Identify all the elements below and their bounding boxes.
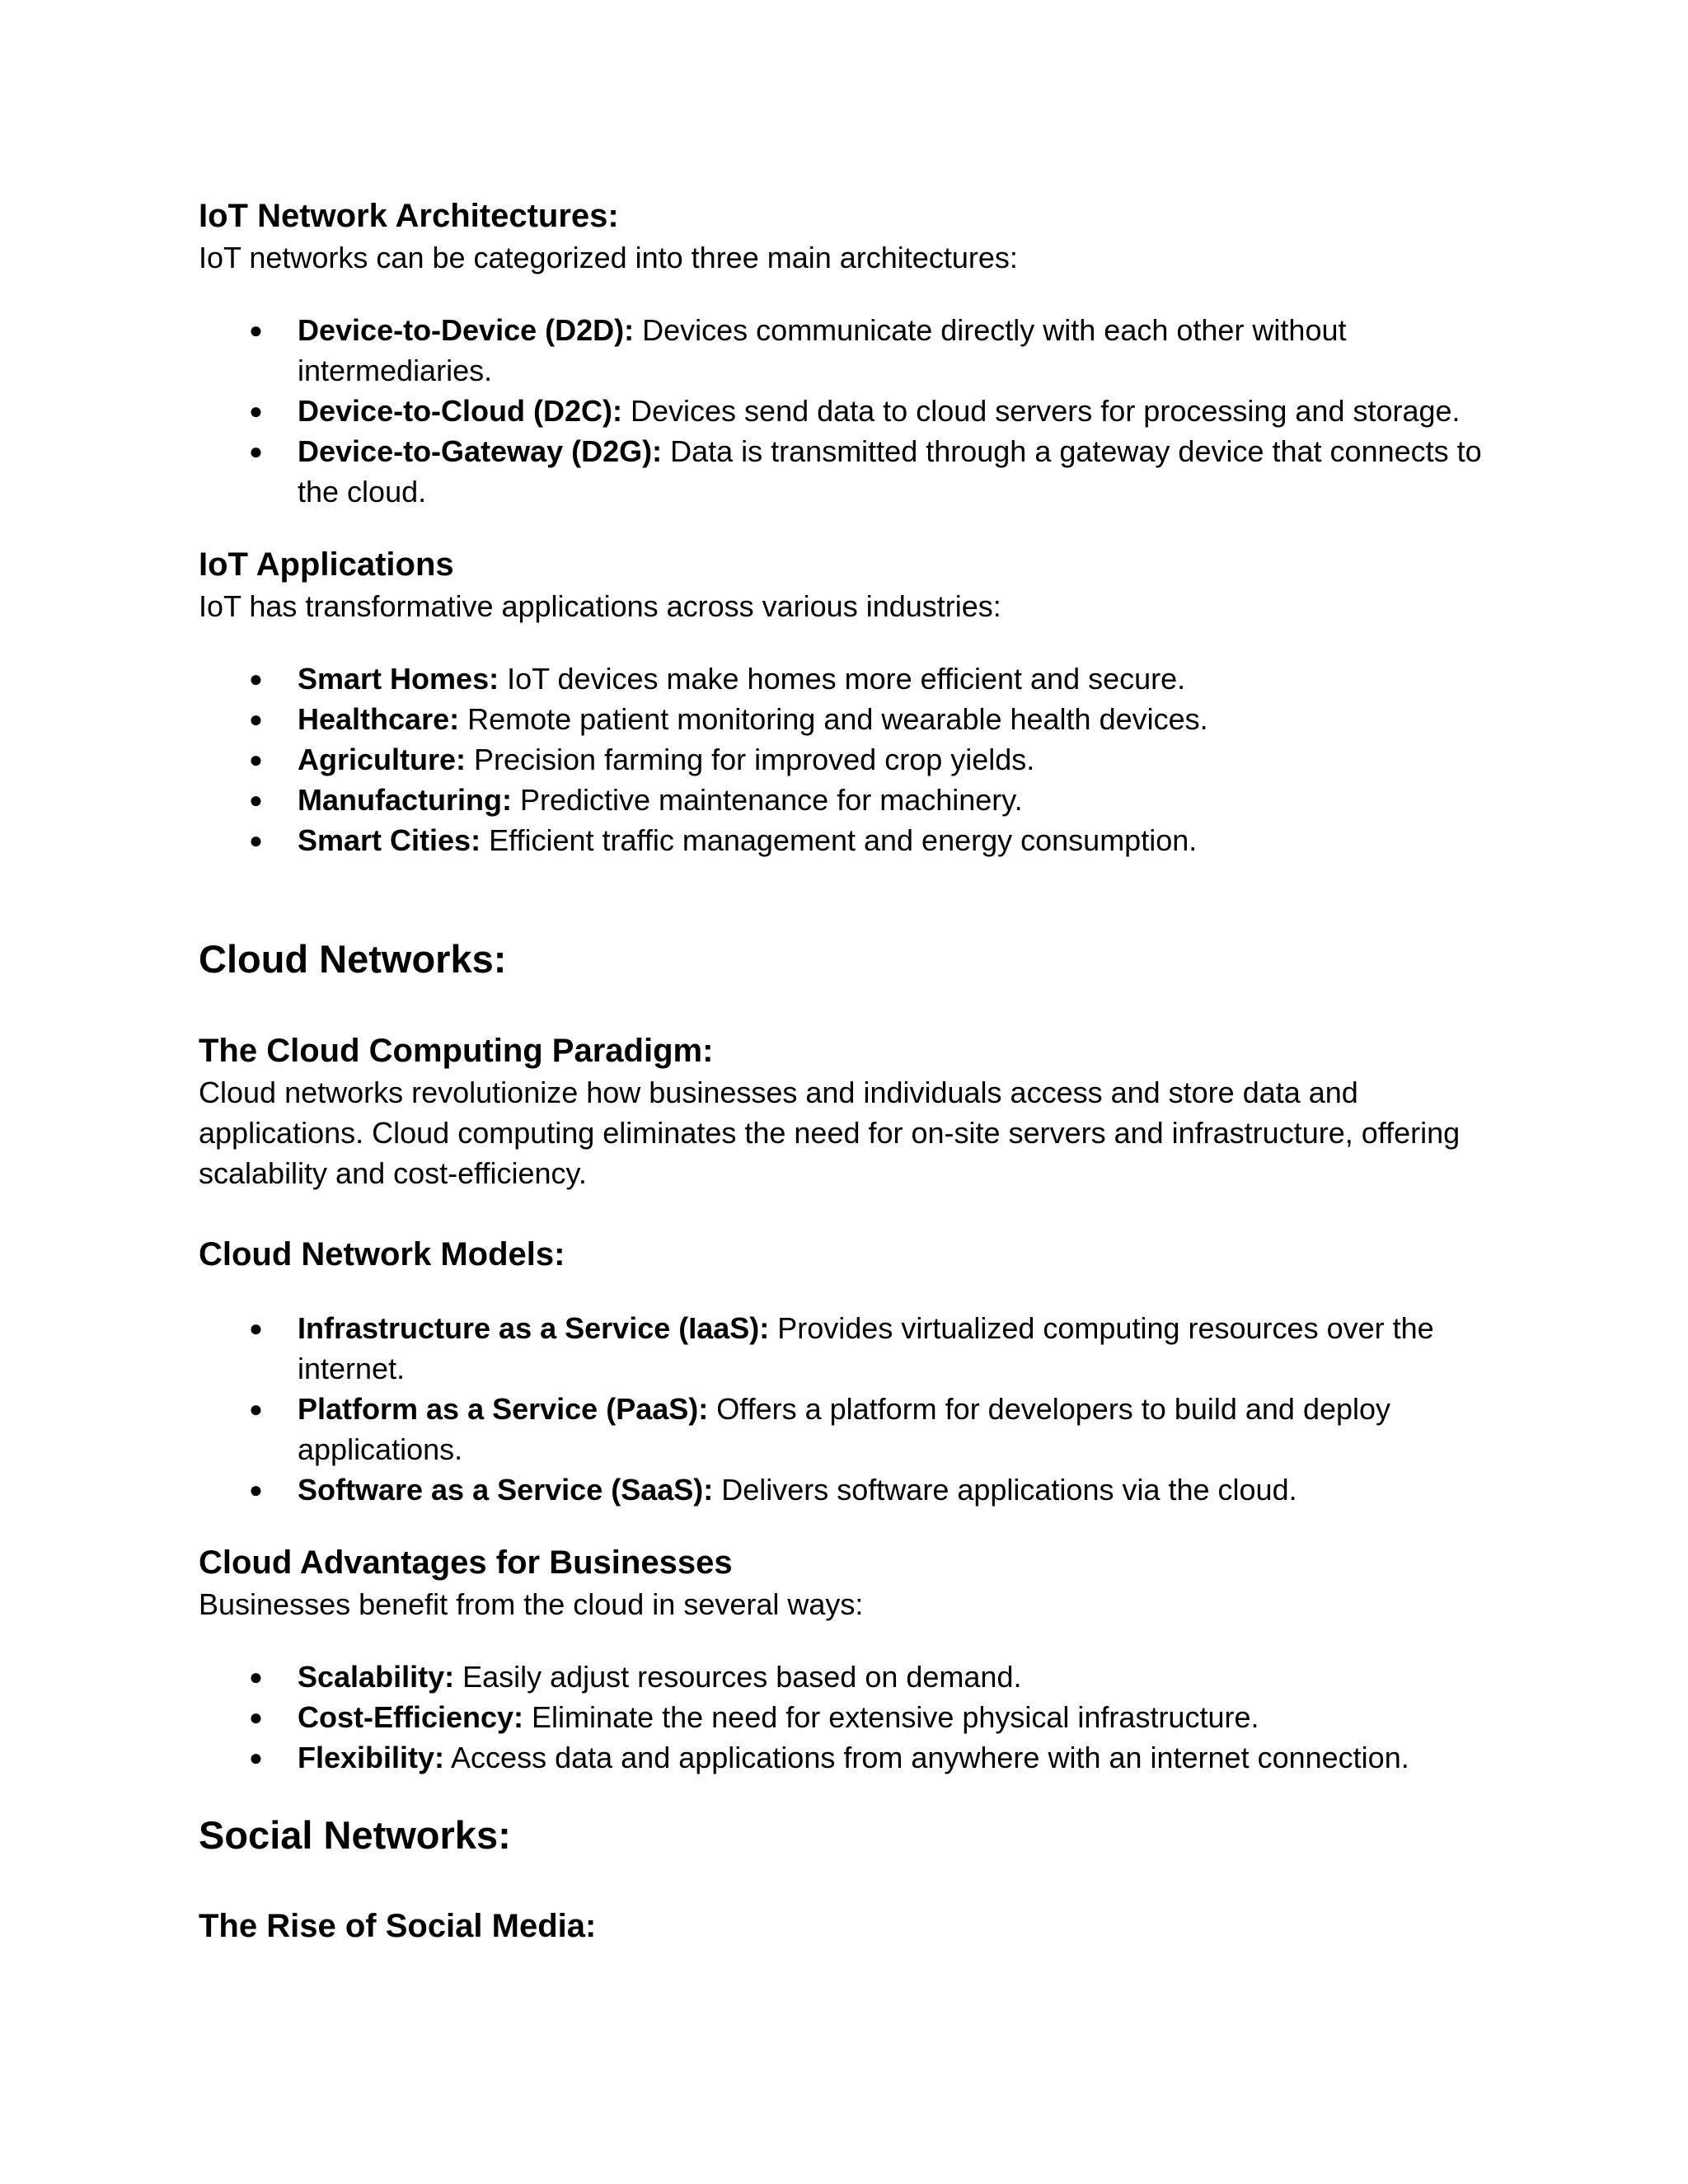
iot-architectures-list — [199, 310, 1493, 512]
list-item-term: Platform as a Service (PaaS): — [298, 1392, 709, 1426]
list-item-term: Healthcare: — [298, 702, 460, 736]
list-item — [199, 1737, 1501, 1778]
list-item-desc: Predictive maintenance for machinery. — [511, 783, 1023, 817]
iot-architectures-heading: IoT Network Architectures: — [199, 198, 619, 234]
document-page — [199, 0, 1493, 2184]
social-rise-heading: The Rise of Social Media: — [199, 1908, 597, 1944]
bullet-icon: ● — [249, 1745, 263, 1770]
list-item-term: Manufacturing: — [298, 783, 512, 817]
list-item-desc: Eliminate the need for extensive physical infrastructure. — [523, 1700, 1259, 1734]
list-item — [199, 780, 1501, 820]
list-item-term: Device-to-Device (D2D): — [298, 313, 635, 347]
list-item-desc: Provides virtualized computing resources over the internet. — [298, 1311, 1434, 1385]
list-item-desc: Precision farming for improved crop yields. — [466, 743, 1035, 776]
bullet-icon: ● — [249, 1396, 263, 1422]
bullet-icon: ● — [249, 787, 263, 813]
list-item — [199, 658, 1501, 699]
bullet-icon: ● — [249, 666, 263, 691]
bullet-icon: ● — [249, 438, 263, 464]
bullet-icon: ● — [249, 398, 263, 424]
list-item-term: Infrastructure as a Service (IaaS): — [298, 1311, 770, 1345]
list-item — [199, 431, 1501, 512]
cloud-advantages-intro: Businesses benefit from the cloud in several ways: — [199, 1587, 864, 1621]
list-item — [199, 699, 1501, 739]
list-item-term: Smart Homes: — [298, 662, 499, 696]
list-item — [199, 739, 1501, 780]
list-item-desc: Devices communicate directly with each other without intermediaries. — [298, 313, 1347, 387]
list-item-term: Agriculture: — [298, 743, 467, 776]
list-item — [199, 1308, 1501, 1389]
list-item-desc: IoT devices make homes more efficient and secure. — [499, 662, 1186, 696]
cloud-advantages-heading: Cloud Advantages for Businesses — [199, 1544, 733, 1581]
list-item-desc: Access data and applications from anywhere with an internet connection. — [444, 1741, 1409, 1774]
list-item-desc: Data is transmitted through a gateway device that connects to the cloud. — [298, 434, 1482, 509]
bullet-icon: ● — [249, 317, 263, 343]
list-item-term: Cost-Efficiency: — [298, 1700, 524, 1734]
bullet-icon: ● — [249, 706, 263, 732]
list-item-desc: Devices send data to cloud servers for processing and storage. — [622, 394, 1461, 428]
bullet-icon: ● — [249, 1477, 263, 1502]
iot-applications-intro: IoT has transformative applications across various industries: — [199, 589, 1001, 623]
list-item — [199, 310, 1501, 391]
list-item — [199, 1697, 1501, 1737]
list-item — [199, 1657, 1501, 1697]
iot-applications-list — [199, 658, 1493, 860]
list-item-term: Device-to-Cloud (D2C): — [298, 394, 622, 428]
list-item — [199, 1389, 1501, 1469]
list-item-term: Device-to-Gateway (D2G): — [298, 434, 663, 468]
cloud-models-heading: Cloud Network Models: — [199, 1236, 565, 1272]
list-item-desc: Offers a platform for developers to build and deploy applications. — [298, 1392, 1391, 1466]
cloud-paradigm-heading: The Cloud Computing Paradigm: — [199, 1033, 714, 1069]
cloud-paradigm-paragraph: Cloud networks revolutionize how businesses and individuals access and store data and applications. Cloud computing eliminates the need for on-site servers and infrastructure, offering scalability and cost-efficiency. — [199, 1076, 1461, 1190]
list-item — [199, 820, 1501, 860]
list-item-term: Smart Cities: — [298, 823, 481, 857]
list-item-desc: Easily adjust resources based on demand. — [454, 1660, 1022, 1694]
list-item-term: Scalability: — [298, 1660, 455, 1694]
bullet-icon: ● — [249, 1664, 263, 1690]
social-networks-heading: Social Networks: — [199, 1813, 511, 1857]
bullet-icon: ● — [249, 747, 263, 772]
list-item — [199, 1469, 1501, 1510]
bullet-icon: ● — [249, 827, 263, 853]
list-item-term: Flexibility: — [298, 1741, 445, 1774]
iot-architectures-intro: IoT networks can be categorized into three main architectures: — [199, 241, 1018, 274]
list-item-term: Software as a Service (SaaS): — [298, 1473, 714, 1507]
list-item-desc: Efficient traffic management and energy consumption. — [481, 823, 1198, 857]
bullet-icon: ● — [249, 1704, 263, 1730]
list-item-desc: Remote patient monitoring and wearable health devices. — [459, 702, 1208, 736]
bullet-icon: ● — [249, 1315, 263, 1341]
cloud-models-list — [199, 1308, 1493, 1510]
list-item — [199, 391, 1501, 431]
list-item-desc: Delivers software applications via the cloud. — [713, 1473, 1297, 1507]
iot-applications-heading: IoT Applications — [199, 546, 454, 583]
cloud-networks-heading: Cloud Networks: — [199, 937, 507, 981]
cloud-advantages-list — [199, 1657, 1493, 1778]
